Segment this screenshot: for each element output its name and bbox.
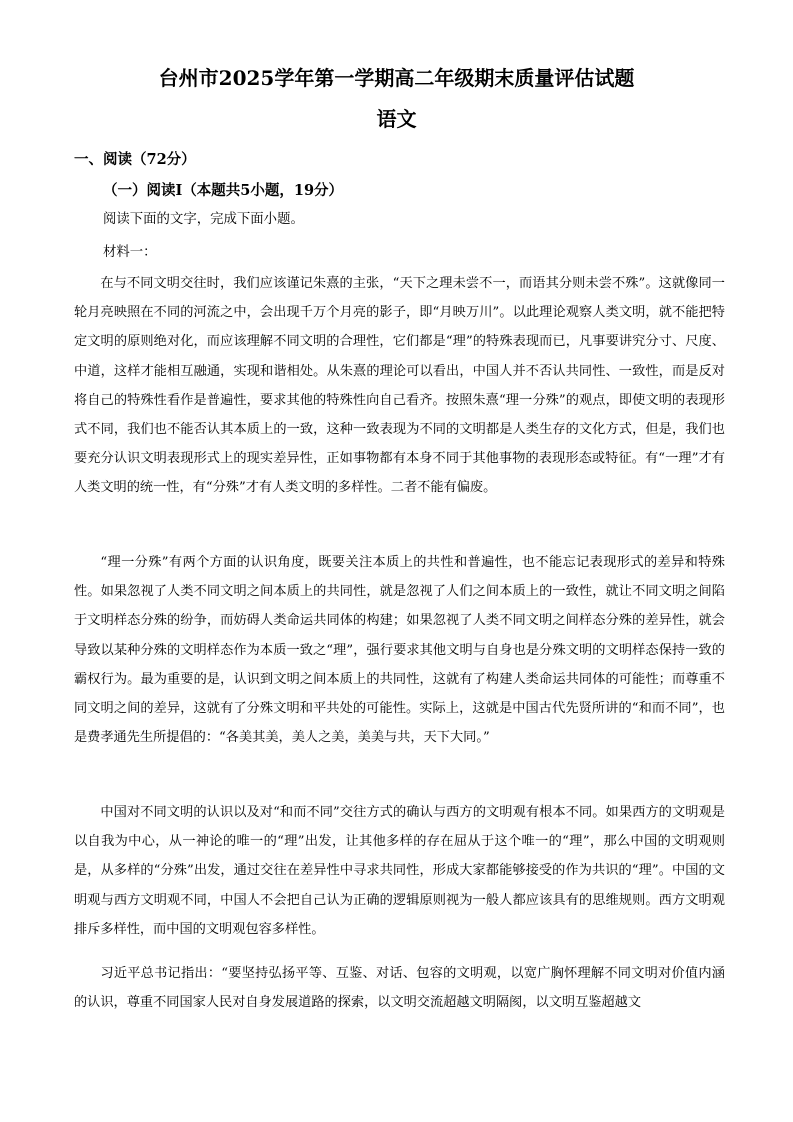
subject-title: 语文 bbox=[376, 107, 417, 131]
paragraph: 中国对不同文明的认识以及对“和而不同”交往方式的确认与西方的文明观有根本不同。如果西方的文明观是以自我为中心，从一神论的唯一的“理”出发，让其他多样的存在屈从于这个唯一的“理”，那么中国的文明观则是，从多样的“分殊”出发，通过交往在差异性中寻求共同性，形成大家都能够接受的作为共识的“理”。中国的文明观与西方文明观不同，中国人不会把自己认为正确的逻辑原则视为一般人都应该具有的思维规则。西方文明观排斥多样性，而中国的文明观包容多样性。 bbox=[74, 805, 725, 937]
section-heading: 一、阅读（72分） bbox=[74, 151, 196, 168]
paragraph: 习近平总书记指出：“要坚持弘扬平等、互鉴、对话、包容的文明观，以宽广胸怀理解不同文明对价值内涵的认识，尊重不同国家人民对自身发展道路的探索，以文明交流超越文明隔阂，以文明互鉴超越文 bbox=[74, 966, 725, 1011]
material-label: 材料一： bbox=[103, 245, 157, 260]
exam-title: 台州市2025学年第一学期高二年级期末质量评估试题 bbox=[158, 66, 635, 90]
paragraph: “理一分殊”有两个方面的认识角度，既要关注本质上的共性和普遍性，也不能忘记表现形式的差异和特殊性。如果忽视了人类不同文明之间本质上的共同性，就是忽视了人们之间本质上的一致性，就让不同文明之间陷于文明样态分殊的纷争，而妨碍人类命运共同体的构建；如果忽视了人类不同文明之间样态分殊的差异性，就会导致以某种分殊的文明样态作为本质一致之“理”，强行要求其他文明与自身也是分殊文明的文明样态保持一致的霸权行为。最为重要的是，认识到文明之间本质上的共同性，这就有了构建人类命运共同体的可能性；而尊重不同文明之间的差异，这就有了分殊文明和平共处的可能性。实际上，这就是中国古代先贤所讲的“和而不同”，也是费孝通先生所提倡的：“各美其美，美人之美，美美与共，天下大同。” bbox=[74, 555, 725, 746]
paragraph: 在与不同文明交往时，我们应该谨记朱熹的主张，“天下之理未尝不一，而语其分则未尝不殊”。这就像同一轮月亮映照在不同的河流之中，会出现千万个月亮的影子，即“月映万川”。以此理论观察人类文明，就不能把特定文明的原则绝对化，而应该理解不同文明的合理性，它们都是“理”的特殊表现而已，凡事要讲究分寸、尺度、中道，这样才能相互融通，实现和谐相处。从朱熹的理论可以看出，中国人并不否认共同性、一致性，而是反对将自己的特殊性看作是普遍性，要求其他的特殊性向自己看齐。按照朱熹“理一分殊”的观点，即使文明的表现形式不同，我们也不能否认其本质上的一致，这种一致表现为不同的文明都是人类生存的文化方式，但是，我们也要充分认识文明表现形式上的现实差异性，正如事物都有本身不同于其他事物的表现形态或特征。有“一理”才有人类文明的统一性，有“分殊”才有人类文明的多样性。二者不能有偏废。 bbox=[74, 276, 725, 496]
instruction-text: 阅读下面的文字，完成下面小题。 bbox=[103, 212, 304, 227]
subsection-heading: （一）阅读Ⅰ（本题共5小题，19分） bbox=[103, 182, 344, 199]
